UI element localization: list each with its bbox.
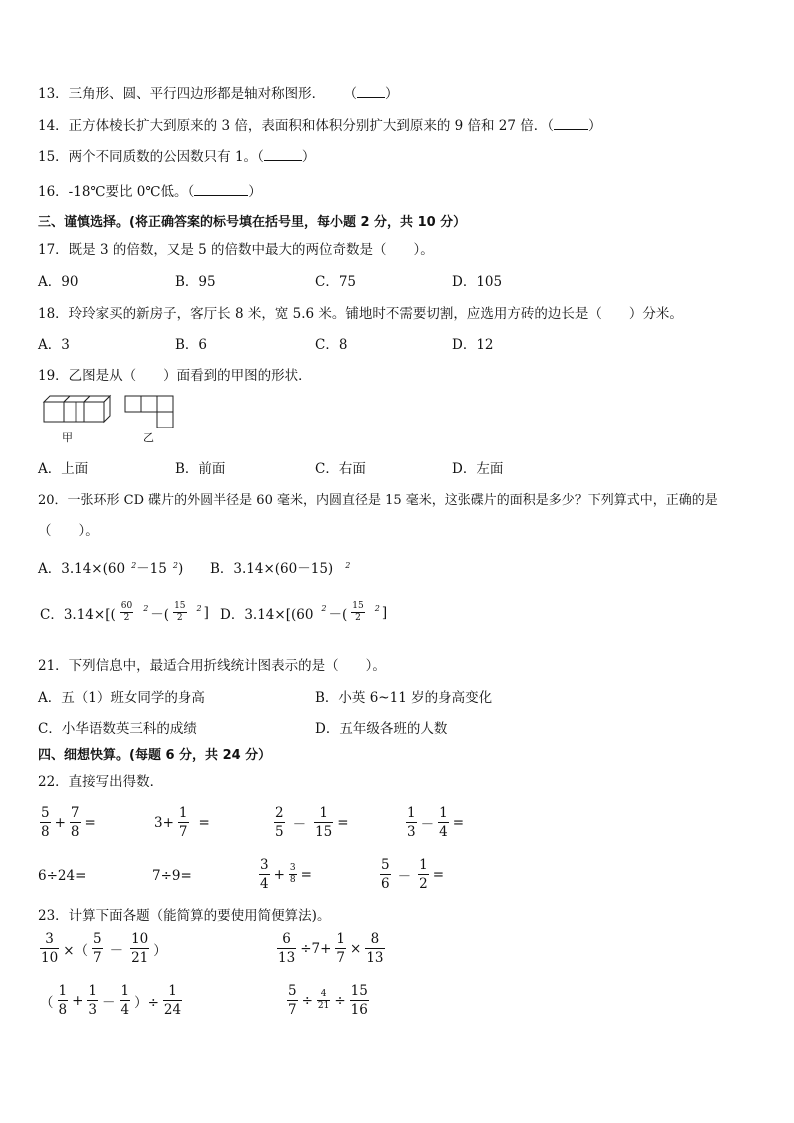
option-c[interactable]: C．75: [315, 274, 357, 290]
expression-4: $\frac{1}{3}$ － $\frac{1}{4}$ =: [407, 805, 464, 840]
option-c[interactable]: C．右面: [315, 461, 366, 477]
option-d[interactable]: D．105: [452, 274, 503, 290]
expression-5: 6÷24=: [38, 868, 87, 884]
expression-1: $\frac{5}{8}$ + $\frac{7}{8}$ =: [41, 805, 96, 840]
option-b[interactable]: B．6: [175, 337, 208, 353]
calculation-3: （ $\frac{1}{8}$ + $\frac{1}{3}$ － $\frac{1}{4}$ ）÷ $\frac{1}{24}$: [40, 983, 182, 1018]
question-19-text: 19．乙图是从（ ）面看到的甲图的形状．: [38, 368, 312, 384]
option-a[interactable]: A．90: [38, 274, 79, 290]
fraction: $\frac{15}{2}$: [352, 601, 364, 623]
label-jia: 甲: [62, 431, 73, 444]
expression-7: $\frac{3}{4}$ + $\frac{3}{8}$ =: [260, 857, 312, 892]
option-a[interactable]: A．五（1）班女同学的身高: [38, 690, 205, 706]
question-16: 16．-18℃要比 0℃低。（ ）: [38, 184, 262, 200]
question-13: 13．三角形、圆、平行四边形都是轴对称图形． （ ）: [38, 86, 399, 102]
section-3-heading: 三、谨慎选择。(将正确答案的标号填在括号里，每小题 2 分，共 10 分）: [38, 215, 467, 230]
fraction: $\frac{60}{2}$: [120, 601, 133, 623]
option-c[interactable]: C．8: [315, 337, 348, 353]
answer-blank[interactable]: [554, 117, 588, 130]
option-d[interactable]: D．五年级各班的人数: [315, 721, 448, 737]
calculation-2: $\frac{6}{13}$ ÷7+ $\frac{1}{7}$ × $\frac{8}{13}$: [278, 931, 384, 966]
option-c[interactable]: C．3.14×[( $\frac{60}{2}$ $^2$ －( $\frac{15}{2}$ $^2$ ]: [40, 601, 209, 623]
question-23-text: 23．计算下面各题（能简算的要使用简便算法)。: [38, 908, 331, 924]
calculation-1: $\frac{3}{10}$ ×（ $\frac{5}{7}$ － $\frac{10}{21}$ ）: [41, 931, 167, 966]
expression-8: $\frac{5}{6}$ － $\frac{1}{2}$ =: [381, 857, 444, 892]
option-d[interactable]: D．3.14×[(60 $^2$ －( $\frac{15}{2}$ $^2$ ]: [220, 601, 388, 623]
option-d[interactable]: D．12: [452, 337, 494, 353]
label-yi: 乙: [143, 431, 154, 444]
option-b[interactable]: B．前面: [175, 461, 226, 477]
question-15: 15．两个不同质数的公因数只有 1。（ ）: [38, 149, 316, 165]
section-4-heading: 四、细想快算。(每题 6 分，共 24 分）: [38, 748, 272, 763]
option-d[interactable]: D．左面: [452, 461, 504, 477]
expression-6: 7÷9=: [152, 868, 192, 884]
question-20-text-cont: （ ）。: [38, 523, 99, 539]
answer-blank[interactable]: [194, 183, 248, 196]
option-c[interactable]: C．小华语数英三科的成绩: [38, 721, 197, 737]
expression-3: $\frac{2}{5}$ － $\frac{1}{15}$ =: [275, 805, 349, 840]
fraction: $\frac{15}{2}$: [174, 601, 186, 623]
option-a[interactable]: A．3: [38, 337, 70, 353]
question-21-text: 21．下列信息中，最适合用折线统计图表示的是（ ）。: [38, 658, 386, 674]
option-b[interactable]: B．95: [175, 274, 216, 290]
option-a[interactable]: A．上面: [38, 461, 89, 477]
question-13-text: 13．三角形、圆、平行四边形都是轴对称图形．: [38, 86, 326, 102]
question-15-text: 15．两个不同质数的公因数只有 1。: [38, 149, 258, 165]
expression-2: 3+ $\frac{1}{7}$ =: [154, 805, 210, 840]
question-22-text: 22．直接写出得数．: [38, 774, 164, 790]
option-a[interactable]: A．3.14×(60 $^2$－15 $^2$): [38, 560, 184, 577]
question-18-text: 18．玲玲家买的新房子，客厅长 8 米，宽 5.6 米。铺地时不需要切割，应选用方砖的边长是（ ）分米。: [38, 306, 683, 322]
answer-blank[interactable]: [357, 85, 385, 98]
option-b[interactable]: B．小英 6~11 岁的身高变化: [315, 690, 493, 706]
option-b[interactable]: B．3.14×(60－15) $^2$: [210, 560, 351, 577]
question-16-text: 16．-18℃要比 0℃低。: [38, 184, 188, 200]
answer-blank[interactable]: [264, 148, 302, 161]
jia-figure: [44, 396, 110, 422]
question-14: 14．正方体棱长扩大到原来的 3 倍，表面积和体积分别扩大到原来的 9 倍和 27 倍．（ ）: [38, 118, 602, 134]
calculation-4: $\frac{5}{7}$ ÷ $\frac{4}{21}$ ÷ $\frac{15}{16}$: [288, 983, 368, 1018]
cube-views-figure: [40, 392, 190, 428]
yi-figure: [125, 396, 173, 428]
question-20-text: 20．一张环形 CD 碟片的外圆半径是 60 毫米，内圆直径是 15 毫米，这张碟片的面积是多少？下列算式中，正确的是: [38, 493, 718, 508]
question-14-text: 14．正方体棱长扩大到原来的 3 倍，表面积和体积分别扩大到原来的 9 倍和 27 倍．: [38, 118, 548, 134]
question-17-text: 17．既是 3 的倍数，又是 5 的倍数中最大的两位奇数是（ ）。: [38, 242, 434, 258]
